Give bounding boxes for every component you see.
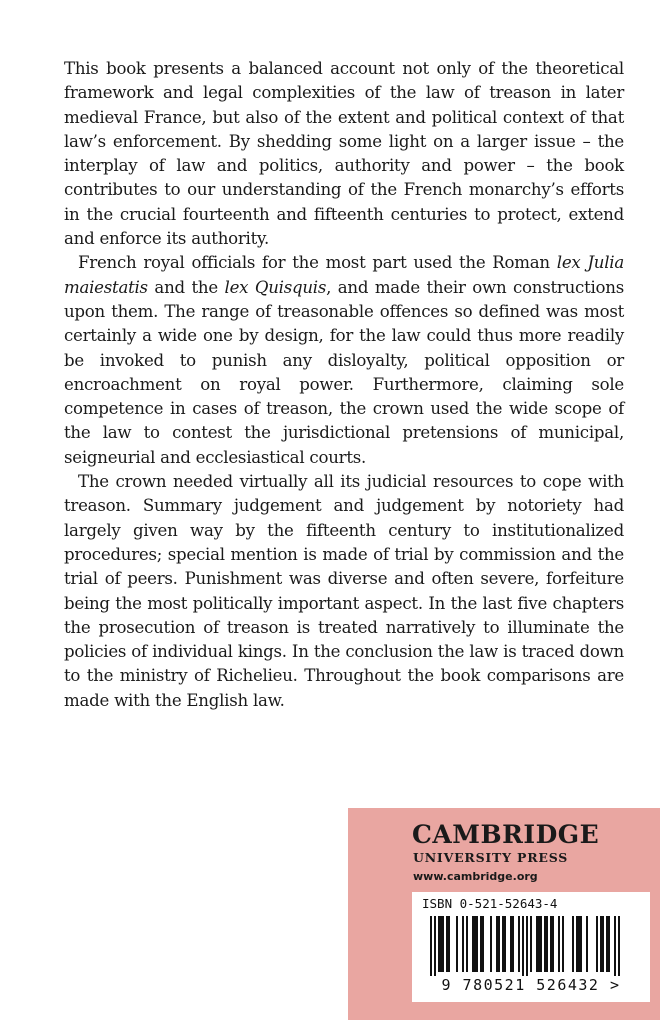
barcode-bar [462,916,464,972]
barcode-bar [572,916,574,972]
barcode-bar [442,916,444,972]
publisher-name: CAMBRIDGE [412,820,600,849]
barcode-bar [496,916,498,972]
barcode-bar [448,916,450,972]
blurb-paragraph-2 [64,251,624,470]
barcode-bar [544,916,546,972]
blurb-p2-text-b: and the [147,277,225,297]
barcode-image [422,916,640,976]
barcode-box [412,892,650,1002]
barcode-bar [440,916,442,972]
barcode-bar [558,916,560,972]
barcode-bar [546,916,548,972]
barcode-bar [474,916,476,972]
barcode-bar [618,916,620,976]
barcode-bar [502,916,504,972]
barcode-bar [518,916,520,972]
barcode-bar [540,916,542,972]
publisher-panel [348,808,660,1020]
barcode-bar [456,916,458,972]
publisher-website: www.cambridge.org [413,870,538,883]
barcode-bar [512,916,514,972]
barcode-bar [482,916,484,972]
barcode-bar [430,916,432,976]
isbn-label: ISBN 0-521-52643-4 [422,896,558,911]
barcode-bar [596,916,598,972]
barcode-bar [580,916,582,972]
barcode-bar [536,916,538,972]
barcode-bar [562,916,564,972]
barcode-bar [438,916,440,972]
barcode-bar [614,916,616,976]
barcode-bar [576,916,578,972]
barcode-bar [538,916,540,972]
blurb-p2-text-a: French royal officials for the most part used the Roman [78,253,557,273]
barcode-bar [472,916,474,972]
blurb-p2-italic-lex-julia: lex Julia maiestatis [64,253,625,297]
barcode-bar [480,916,482,972]
barcode-bar [522,916,524,976]
barcode-bar [552,916,554,972]
barcode-bar [510,916,512,972]
barcode-bar [466,916,468,972]
barcode-bar [586,916,588,972]
barcode-bar [526,916,528,976]
blurb-paragraph-3: The crown needed virtually all its judicial resources to cope with treason. Summary judgement and judgement by notoriety had largely given way by the fifteenth century to institutionalized procedures; special mention is made of trial by commission and the trial of peers. Punishment was diverse and often severe, forfeiture being the most politically important aspect. In the last five chapters the prosecution of treason is treated narratively to illuminate the policies of individual kings. In the conclusion the law is traced down to the ministry of Richelieu. Throughout the book comparisons are made with the English law. [64,472,624,710]
ean-digits: 9 780521 526432 > [441,976,621,994]
barcode-bar [550,916,552,972]
barcode-bar [602,916,604,972]
barcode-bar [498,916,500,972]
barcode-bar [608,916,610,972]
barcode-bar [476,916,478,972]
back-cover-blurb [64,57,624,713]
publisher-subtitle: UNIVERSITY PRESS [413,850,569,865]
barcode-bar [600,916,602,972]
blurb-p2-italic-lex-quisquis: lex Quisquis [224,277,327,297]
barcode-bar [490,916,492,972]
barcode-bar [530,916,532,972]
blurb-paragraph-1: This book presents a balanced account not only of the theoretical framework and legal complexities of the law of treason in later medieval France, but also of the extent and political context of that law’s enforcement. By shedding some light on a larger issue – the interplay of law and politics, authority and power – the book contributes to our understanding of the French monarchy’s efforts in the crucial fourteenth and fifteenth centuries to protect, extend and enforce its authority. [64,59,624,249]
barcode-bar [434,916,436,976]
blurb-p2-text-c: , and made their own constructions upon them. The range of treasonable offences so defined was most certainly a wide one by design, for the law could thus more readily be invoked to punish any disloyalty, political opposition or encroachment on royal power. Furthermore, claiming sole competence in cases of treason, the crown used the wide scope of the law to contest the jurisdictional pretensions of municipal, seigneurial and ecclesiastical courts. [64,277,624,467]
barcode-bar [504,916,506,972]
barcode-bar [446,916,448,972]
barcode-bar [578,916,580,972]
barcode-bar [606,916,608,972]
